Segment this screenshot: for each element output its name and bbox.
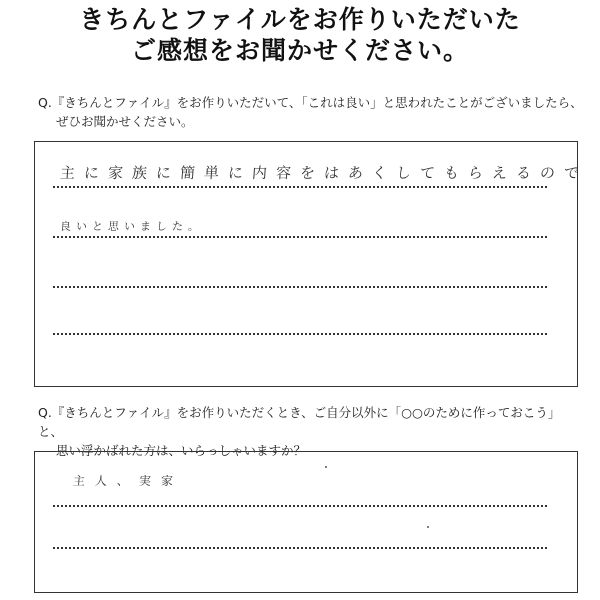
question-2-line2: 思い浮かばれた方は、いらっしゃいますか？ xyxy=(56,443,307,458)
dotted-rule xyxy=(53,547,547,549)
question-1 xyxy=(38,93,583,131)
handwritten-answer-1-line1: 主に家族に簡単に内容をはあくしてもらえるので xyxy=(59,164,589,182)
handwritten-answer-2: 主人、実家 xyxy=(72,474,184,488)
ink-speck xyxy=(325,466,327,468)
page-title-line1: きちんとファイルをお作りいただいた xyxy=(79,5,521,34)
handwritten-answer-1-line2: 良いと思いました。 xyxy=(59,220,205,233)
page-title-line2: ご感想をお聞かせください。 xyxy=(130,36,469,65)
ink-speck xyxy=(427,526,429,528)
question-1-line1: Q.『きちんとファイル』をお作りいただいて、「これは良い」と思われたことがございましたら、 xyxy=(38,95,583,110)
question-1-line2: ぜひお聞かせください。 xyxy=(56,114,194,129)
dotted-rule xyxy=(53,186,547,188)
question-2-line1: Q.『きちんとファイル』をお作りいただくとき、ご自分以外に「○○のために作っておこう」と、 xyxy=(38,405,561,439)
dotted-rule xyxy=(53,505,547,507)
dotted-rule xyxy=(53,333,547,335)
dotted-rule xyxy=(53,236,547,238)
answer-box-2 xyxy=(34,451,578,593)
dotted-rule xyxy=(53,286,547,288)
answer-box-1 xyxy=(34,141,589,387)
